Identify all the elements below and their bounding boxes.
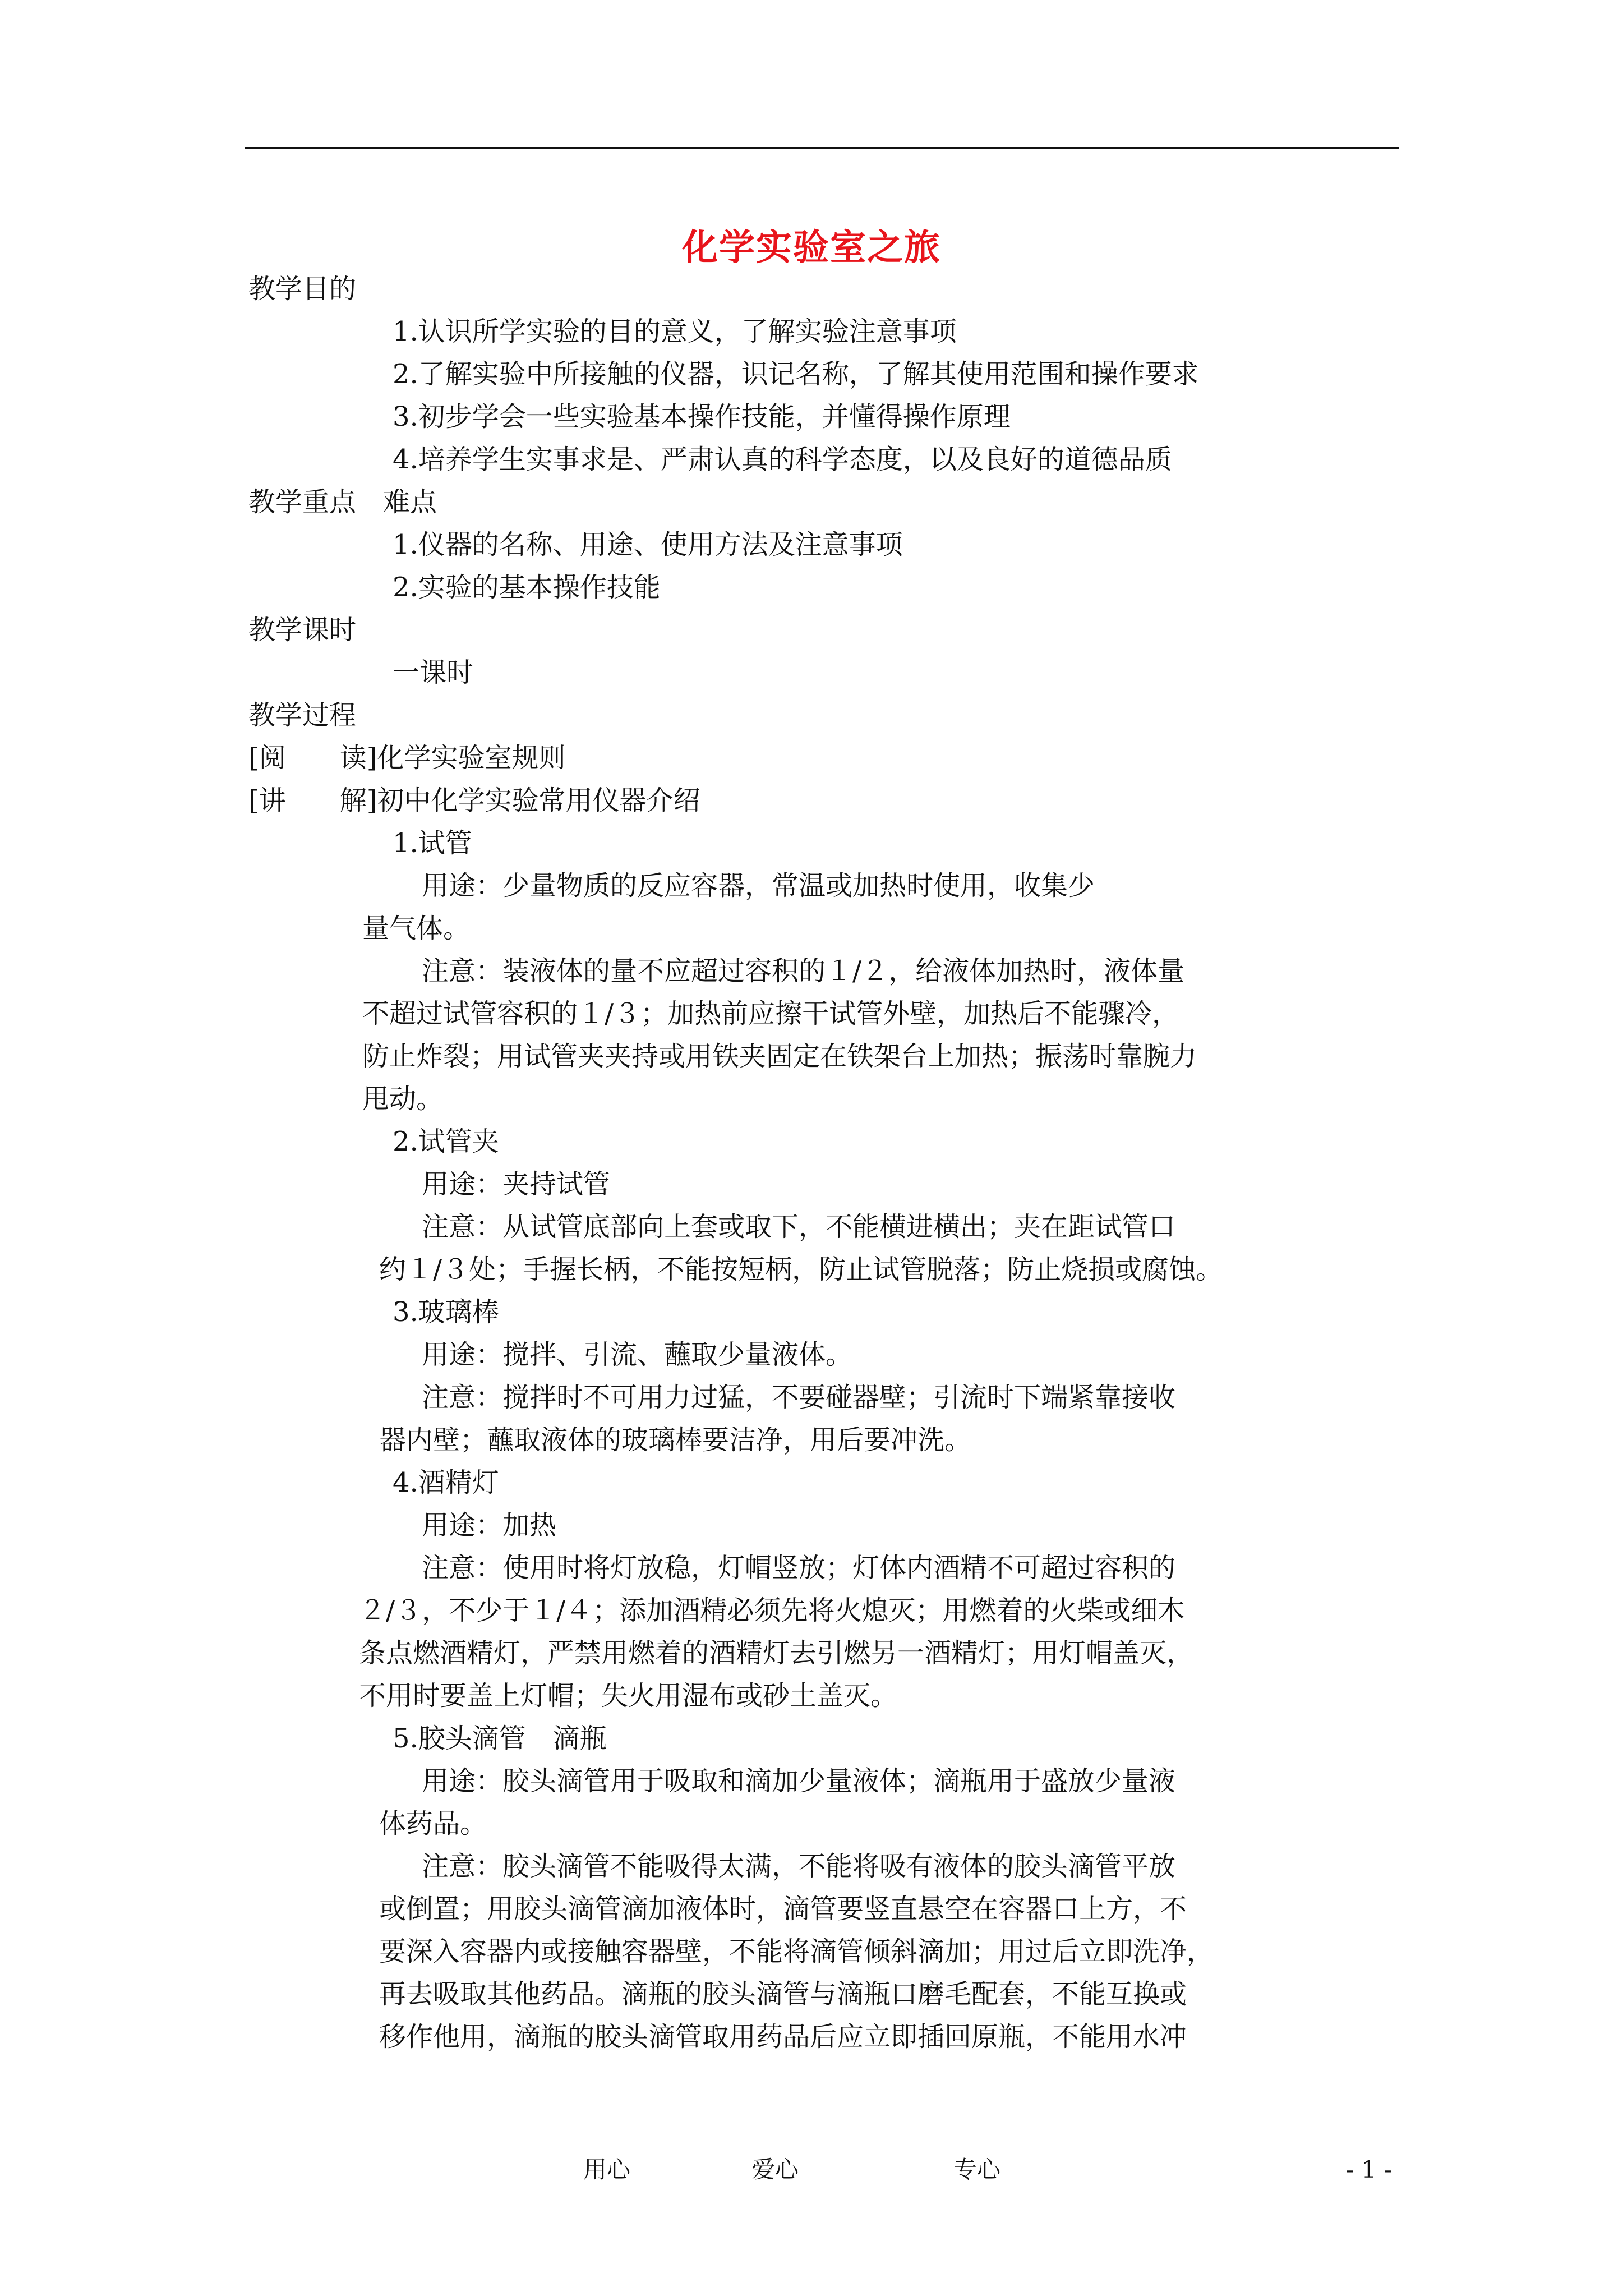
text-line: 用途：加热 <box>422 1510 557 1541</box>
text-line: 5.胶头滴管 滴瓶 <box>393 1723 607 1754</box>
footer-motto-1: 用心 <box>583 2156 631 2183</box>
text-line: 注意：使用时将灯放稳，灯帽竖放；灯体内酒精不可超过容积的 <box>422 1552 1176 1584</box>
text-line: 用途：胶头滴管用于吸取和滴加少量液体；滴瓶用于盛放少量液 <box>422 1765 1176 1797</box>
text-line: 注意：搅拌时不可用力过猛，不要碰器壁；引流时下端紧靠接收 <box>422 1382 1176 1413</box>
text-line: 2.了解实验中所接触的仪器，识记名称，了解其使用范围和操作要求 <box>393 358 1199 390</box>
text-line: 1.试管 <box>393 827 472 859</box>
text-line: 教学过程 <box>248 700 357 731</box>
text-line: 器内壁；蘸取液体的玻璃棒要洁净，用后要冲洗。 <box>379 1424 972 1456</box>
text-line: 再去吸取其他药品。滴瓶的胶头滴管与滴瓶口磨毛配套，不能互换或 <box>379 1978 1187 2010</box>
text-line: 用途：夹持试管 <box>422 1168 611 1200</box>
text-line: 不超过试管容积的１/３；加热前应擦干试管外壁，加热后不能骤冷， <box>362 998 1179 1029</box>
document-title: 化学实验室之旅 <box>682 227 941 269</box>
text-line: 1.认识所学实验的目的意义，了解实验注意事项 <box>393 316 957 347</box>
text-line: ２/３，不少于１/４；添加酒精必须先将火熄灭；用燃着的火柴或细木 <box>359 1595 1185 1626</box>
text-line: 教学重点 难点 <box>248 486 437 518</box>
text-line: 一课时 <box>393 657 474 688</box>
text-line: 4.酒精灯 <box>393 1467 499 1498</box>
text-line: 量气体。 <box>362 913 471 944</box>
footer-motto-3: 专心 <box>953 2156 1001 2183</box>
text-line: 3.初步学会一些实验基本操作技能，并懂得操作原理 <box>393 401 1011 432</box>
text-line: [阅 读]化学实验室规则 <box>248 742 566 774</box>
text-line: 1.仪器的名称、用途、使用方法及注意事项 <box>393 529 903 560</box>
header-rule <box>245 147 1399 149</box>
text-line: 教学课时 <box>248 614 357 646</box>
text-line: 注意：胶头滴管不能吸得太满，不能将吸有液体的胶头滴管平放 <box>422 1851 1176 1882</box>
text-line: 防止炸裂；用试管夹夹持或用铁夹固定在铁架台上加热；振荡时靠腕力 <box>362 1041 1197 1072</box>
text-line: 3.玻璃棒 <box>393 1296 499 1328</box>
text-line: 4.培养学生实事求是、严肃认真的科学态度，以及良好的道德品质 <box>393 444 1172 475</box>
text-line: 不用时要盖上灯帽；失火用湿布或砂土盖灭。 <box>359 1680 898 1711</box>
text-line: 教学目的 <box>248 273 357 305</box>
text-line: 注意：装液体的量不应超过容积的１/２，给液体加热时，液体量 <box>422 955 1185 987</box>
footer-motto-2: 爱心 <box>751 2156 799 2183</box>
text-line: 用途：少量物质的反应容器，常温或加热时使用，收集少 <box>422 870 1095 901</box>
text-line: 条点燃酒精灯，严禁用燃着的酒精灯去引燃另一酒精灯；用灯帽盖灭， <box>359 1637 1194 1669</box>
text-line: 体药品。 <box>379 1808 487 1839</box>
text-line: 注意：从试管底部向上套或取下，不能横进横出；夹在距试管口 <box>422 1211 1176 1243</box>
text-line: 用途：搅拌、引流、蘸取少量液体。 <box>422 1339 853 1370</box>
text-line: 或倒置；用胶头滴管滴加液体时，滴管要竖直悬空在容器口上方，不 <box>379 1893 1187 1925</box>
text-line: 甩动。 <box>362 1083 444 1115</box>
text-line: 约１/３处；手握长柄，不能按短柄，防止试管脱落；防止烧损或腐蚀。 <box>379 1254 1223 1285</box>
text-line: 2.试管夹 <box>393 1126 499 1157</box>
text-line: 2.实验的基本操作技能 <box>393 572 661 603</box>
text-line: [讲 解]初中化学实验常用仪器介绍 <box>248 785 700 816</box>
page-number: - 1 - <box>1346 2156 1392 2183</box>
text-line: 要深入容器内或接触容器壁，不能将滴管倾斜滴加；用过后立即洗净， <box>379 1936 1214 1967</box>
text-line: 移作他用，滴瓶的胶头滴管取用药品后应立即插回原瓶，不能用水冲 <box>379 2021 1187 2053</box>
